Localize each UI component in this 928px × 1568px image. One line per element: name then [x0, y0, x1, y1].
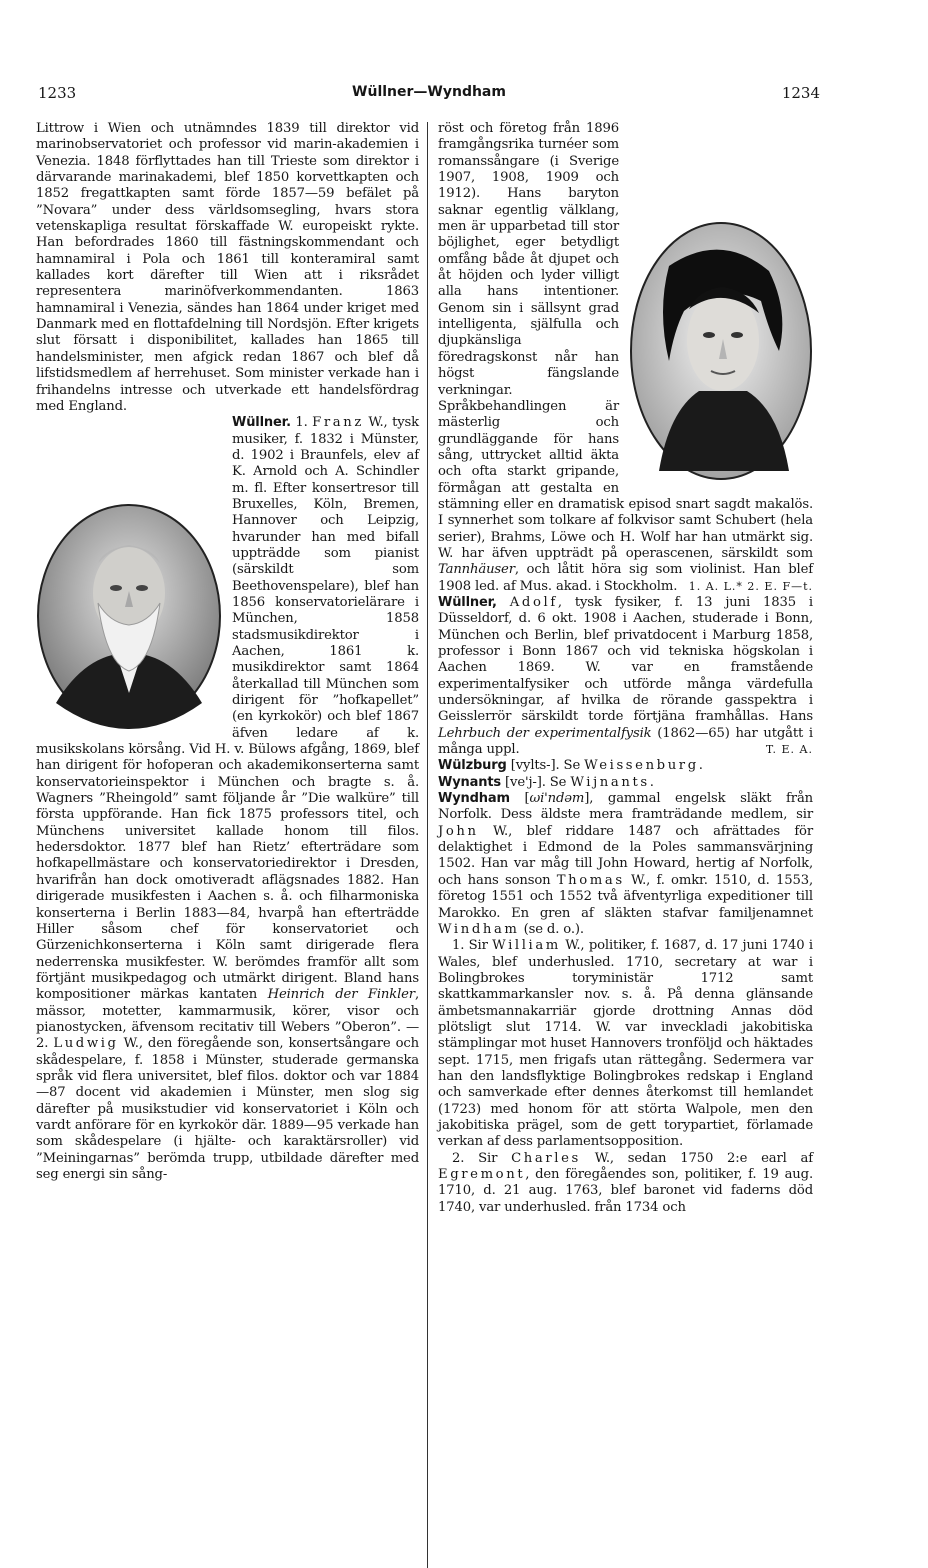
headword-wulzburg: Wülzburg	[438, 758, 507, 774]
name-john: John	[438, 823, 479, 839]
headword-wynants: Wynants	[438, 774, 501, 790]
work-heinrich-der-finkler: Heinrich der Finkler	[267, 987, 415, 1003]
portrait-ludwig-wullner-image	[629, 221, 813, 481]
portrait-ludwig-wullner	[629, 221, 813, 481]
paragraph-tegetthoff-continuation: Littrow i Wien och utnämndes 1839 till direktor vid marinobservatoriet och professor vid marin-akademien i Venezia. 1848 förflyttades han till Trieste som direktor i därvarande marinakademi, blef 1850 korvettkapten och 1852 fregattkapten samt förde 1857—59 befälet på ”Novara” under dess världsomsegling, hvars stora vetenskapliga resultat förskaffade W. europeiskt rykte. Han befordrades 1860 till fästningskommendant och hamnamiral i Pola och 1861 till konteramiral samt kallades kort därefter till Wien att i riksrådet representera marinöfverkommendanten. 1863 hamnamiral i Venezia, sändes han 1864 under kriget med Danmark med en flottafdelning till Nordsjön. Efter krigets slut försatt i disponibilitet, kallades han 1865 till handelsminister, men afgick redan 1867 och blef då lifstidsmedlem af herrehuset. Som minister verkade han i frihandelns intresse och utverkade ett handelsfördrag med England.	[36, 121, 419, 414]
crossref-windham: Windham	[438, 921, 520, 937]
portrait-franz-wullner-image	[36, 503, 222, 729]
work-lehrbuch: Lehrbuch der experimentalfysik	[438, 725, 652, 741]
crossref-weissenburg: Weissenburg	[584, 758, 699, 774]
page-number-right: 1234	[781, 84, 820, 102]
entry-william-wyndham: 1. Sir William W., politiker, f. 1687, d. 17 juni 1740 i Wales, blef underhusled. 1710, secretary at war i Bolingbrokes toryministär 1712 samt skattkammarkansler nov. s. å. På denna glänsande ämbetsmannakarriär gjorde drottning Annas död plötsligt slut 1714. W. var inveckladi jakobitiska stämplingar mot huset Hannovers tronföljd och häktades sept. 1715, men frigafs utan rättegång. Sedermera var han den landsflyktige Bolingbrokes redskap i England och samverkade efter dennes återkomst till hemlandet (1723) med honom för att störta Walpole, men den jakobitiska prägel, som de gett torypartiet, förlamade verkan af dess parlamentsopposition.	[438, 938, 813, 1150]
entry-charles-wyndham: 2. Sir Charles W., sedan 1750 2:e earl af Egremont, den föregåendes son, politiker, f. 19 aug. 1710, d. 21 aug. 1763, blef baronet vid faderns död 1740, var underhusled. från 1734 och	[438, 1150, 813, 1215]
crossref-wijnants: Wijnants	[570, 774, 650, 790]
name-ludwig: Ludwig	[53, 1036, 119, 1052]
entry-wynants: Wynants [ve'j-]. Se Wijnants.	[438, 774, 654, 790]
signature-adolf-author: T. E. A.	[765, 743, 813, 757]
headword-wyndham: Wyndham	[438, 791, 510, 807]
name-william: William	[492, 938, 561, 954]
running-head: Wüllner—Wyndham	[352, 84, 506, 100]
headword-wullner: Wüllner.	[232, 415, 291, 431]
entry-wulzburg: Wülzburg [vylts-]. Se Weissenburg.	[438, 758, 703, 774]
headword-wullner-adolf: Wüllner,	[438, 594, 497, 610]
entry-franz-wullner: Wüllner. 1. Franz W., tysk musiker, f. 1832 i Münster, d. 1902 i Braunfels, elev af K. Arnold och A. Schindler m. fl. Efter konsertresor till Bruxelles, Köln, Bremen, Hannover och Leipzig, hvarunder han med bifall uppträdde som pianist (särskildt som Beethovenspelare), blef han 1856 konservatorielärare i München, 1858 stadsmusikdirektor i Aachen, 1861 k. musikdirektor samt 1864 återkallad till München som dirigent för ”hofkapellet” (en kyrkokör) och blef 1867 äfven ledare af k. musikskolans körsång. Vid H. v. Bülows afgång, 1869, blef han dirigent för hofoperan och akademikonserterna samt konservatorieinspektor i München och bragte s. å. Wagners ”Rheingold” samt följande år ”Die walküre” till första uppförande. Han fick 1875 professors titel, och Münchens universitet kallade honom till filos. hedersdoktor. 1877 blef han Rietz’ efterträdare som hofkapellmästare och konservatoriedirektor i Dresden, hvarifrån han dock omotiveradt aflägsnades 1882. Han dirigerade musikfesten i Aachen s. å. och filharmoniska konserterna i Berlin 1883—84, hvarpå han efterträdde Hiller såsom chef för konservatoriet och Gürzenichkonserterna i Köln samt dirigerade flera nederrenska musikfester. W. berömdes framför allt som förtjänt musikpedagog och utmärkt dirigent. Bland hans kompositioner märkas kantaten Heinrich der Finkler, mässor, motetter, kammarmusik, körer, visor och pianostycken, äfvensom recitativ till Webers ”Oberon”. — 2. Ludwig W., den föregående son, konsertsångare och skådespelare, f. 1858 i Münster, studerade germanska språk vid flera universitet, blef filos. doktor och var 1884—87 docent vid akademien i Münster, men slog sig därefter på musikstudier vid konservatoriet i Köln och vardt anförare för en kyrkokör där. 1889—95 verkade han som skådespelare (i hjälte- och karaktärsroller) vid ”Meiningarnas” berömda trupp, utbildade därefter med seg energi sin sång-	[36, 415, 420, 1182]
name-franz: Franz	[312, 415, 364, 431]
entry-ludwig-wullner-continuation: röst och företog från 1896 framgångsrika turnéer som romanssångare (i Sverige 1907, 1908, 1909 och 1912). Hans baryton saknar egentlig välklang, men är upparbetad till stor böjlighet, eger betydligt omfång både åt djupet och åt höjden och lyder villigt alla hans intentioner. Genom sin i sällsynt grad intelligenta, själfulla och djupkänsliga föredragskonst når han högst fängslande verkningar. Språkbehandlingen är mästerlig och grundläggande för hans sång, uttrycket alltid äkta och ofta starkt gripande, förmågan att gestalta en stämning eller en dramatisk episod snart sagdt makalös. I synnerhet som tolkare af folkvisor samt Schubert (hela serier), Brahms, Löwe och H. Wolf har han utmärkt sig. W. har äfven uppträdt på operascenen, särskildt som Tannhäuser, och låtit höra sig som violinist. Han blef 1908 led. af Mus. akad. i Stockholm. 1. A. L.* 2. E. F—t.	[438, 121, 813, 594]
name-adolf: Adolf	[509, 594, 558, 610]
left-column	[36, 121, 419, 1183]
portrait-franz-wullner	[36, 503, 222, 729]
page-number-left: 1233	[38, 84, 77, 102]
right-column	[438, 121, 813, 1216]
name-charles: Charles	[511, 1150, 581, 1166]
pronunciation-wyndham: ωi'ndəm	[529, 791, 585, 807]
entry-wyndham: Wyndham [ωi'ndəm], gammal engelsk släkt från Norfolk. Dess äldste mera framträdande medlem, sir John W., blef riddare 1487 och afrättades för delaktighet i Edmond de la Poles sammansvärjning 1502. Han var måg till John Howard, hertig af Norfolk, och hans sonson Thomas W., f. omkr. 1510, d. 1553, företog 1551 och 1552 två äfventyrliga expeditioner till Marokko. En gren af släkten stafvar familjenamnet Windham (se d. o.).	[438, 791, 813, 937]
column-divider	[427, 122, 428, 1568]
role-tannhauser: Tannhäuser	[438, 562, 515, 578]
title-egremont: Egremont	[438, 1167, 526, 1182]
signature-wullner-authors: 1. A. L.* 2. E. F—t.	[688, 579, 813, 593]
page-header	[38, 84, 820, 106]
entry-adolf-wullner: Wüllner, Adolf, tysk fysiker, f. 13 juni 1835 i Düsseldorf, d. 6 okt. 1908 i Aachen, studerade i Bonn, München och Berlin, blef privatdocent i Marburg 1858, professor i Bonn 1867 och vid tekniska högskolan i Aachen 1869. W. var en framstående experimentalfysiker och utförde många värdefulla undersökningar, af hvilka de rörande gasspektra i Geisslerrör särskildt torde förtjäna framhållas. Hans Lehrbuch der experimentalfysik (1862—65) har utgått i många uppl. T. E. A.	[438, 594, 813, 758]
name-thomas: Thomas	[556, 872, 625, 888]
